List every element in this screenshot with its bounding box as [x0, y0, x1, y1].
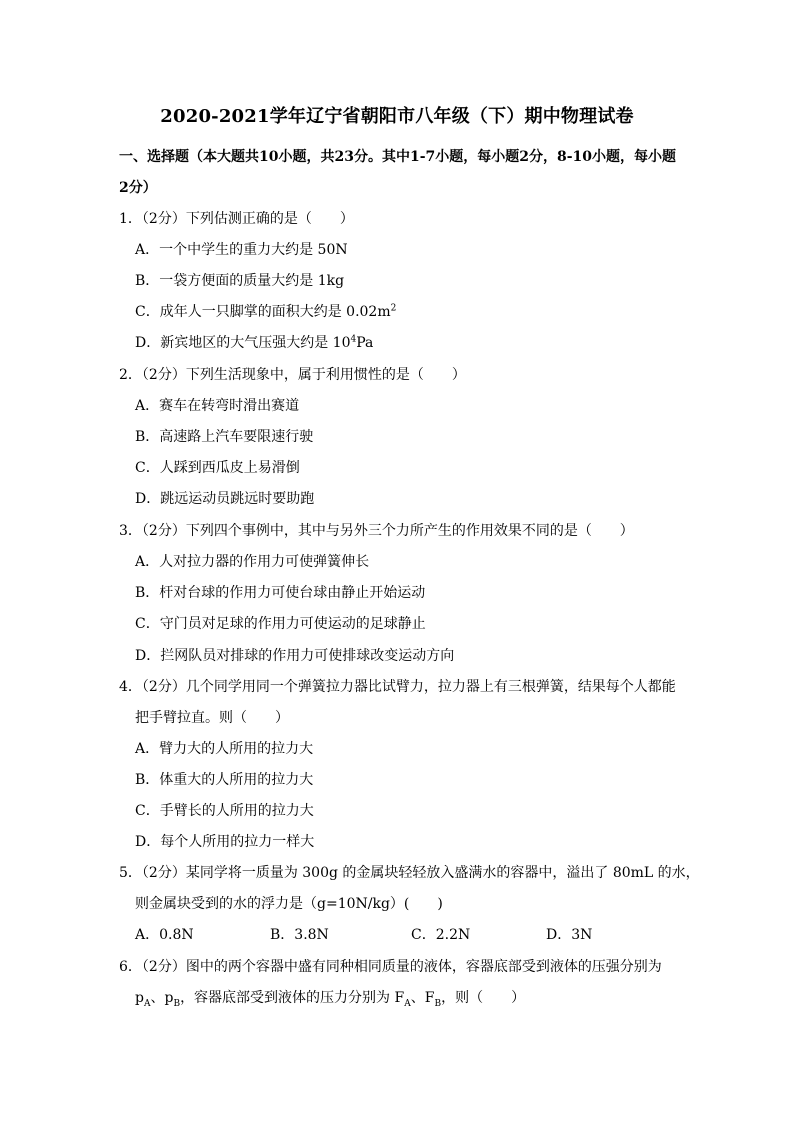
question-3-option-d: D．拦网队员对排球的作用力可使排球改变运动方向	[135, 648, 455, 664]
question-3-stem: 3．（2分）下列四个事例中，其中与另外三个力所产生的作用效果不同的是（ ）	[119, 523, 634, 539]
question-6-stem-line1: 6．（2分）图中的两个容器中盛有同种相同质量的液体，容器底部受到液体的压强分别为	[119, 959, 662, 975]
question-2-option-c: C．人踩到西瓜皮上易滑倒	[135, 460, 300, 476]
section-heading-line1: 一、选择题（本大题共10小题，共23分。其中1-7小题，每小题2分，8-10小题，每小题	[119, 149, 677, 165]
question-4-option-d: D．每个人所用的拉力一样大	[135, 834, 315, 850]
question-4-option-b: B．体重大的人所用的拉力大	[135, 772, 314, 788]
question-3-option-b: B．杆对台球的作用力可使台球由静止开始运动	[135, 585, 426, 601]
question-2-option-d: D．跳远运动员跳远时要助跑	[135, 491, 315, 507]
question-3-option-c: C．守门员对足球的作用力可使运动的足球静止	[135, 616, 426, 632]
question-4-option-c: C．手臂长的人所用的拉力大	[135, 803, 314, 819]
question-5-option-a: A．0.8N	[135, 927, 194, 943]
question-5-option-c: C．2.2N	[411, 927, 471, 943]
question-2-option-a: A．赛车在转弯时滑出赛道	[135, 398, 300, 414]
question-3-option-a: A．人对拉力器的作用力可使弹簧伸长	[135, 554, 370, 570]
question-6-stem-line2: $p_A$、$p_B$，容器底部受到液体的压力分别为 $F_A$、$F_B$，则（ ）	[135, 990, 526, 1009]
question-2-option-b: B．高速路上汽车要限速行驶	[135, 429, 314, 445]
question-1-option-a: A．一个中学生的重力大约是 50N	[135, 242, 348, 258]
page-title: 2020-2021学年辽宁省朝阳市八年级（下）期中物理试卷	[160, 106, 634, 127]
question-5-option-b: B．3.8N	[270, 927, 329, 943]
question-5-option-d: D．3N	[546, 927, 593, 943]
question-4-option-a: A．臂力大的人所用的拉力大	[135, 741, 314, 757]
question-1-option-c: C．成年人一只脚掌的面积大约是 $0.02m^2$	[135, 303, 397, 320]
question-1-stem: 1．（2分）下列估测正确的是（ ）	[119, 211, 354, 227]
question-2-stem: 2．（2分）下列生活现象中，属于利用惯性的是（ ）	[119, 367, 466, 383]
question-4-stem-line2: 把手臂拉直。则（ ）	[135, 710, 289, 726]
question-1-option-b: B．一袋方便面的质量大约是 1kg	[135, 273, 345, 289]
question-5-stem-line1: 5．（2分）某同学将一质量为 300g 的金属块轻轻放入盛满水的容器中，溢出了 80mL 的水，	[119, 865, 700, 881]
question-5-stem-line2: 则金属块受到的水的浮力是（g=10N/kg）( )	[135, 896, 443, 912]
section-heading-line2: 2分）	[119, 180, 157, 196]
question-1-option-d: D．新宾地区的大气压强大约是 $10^4Pa$	[135, 334, 374, 351]
question-4-stem-line1: 4．（2分）几个同学用同一个弹簧拉力器比试臂力，拉力器上有三根弹簧，结果每个人都能	[119, 679, 676, 695]
